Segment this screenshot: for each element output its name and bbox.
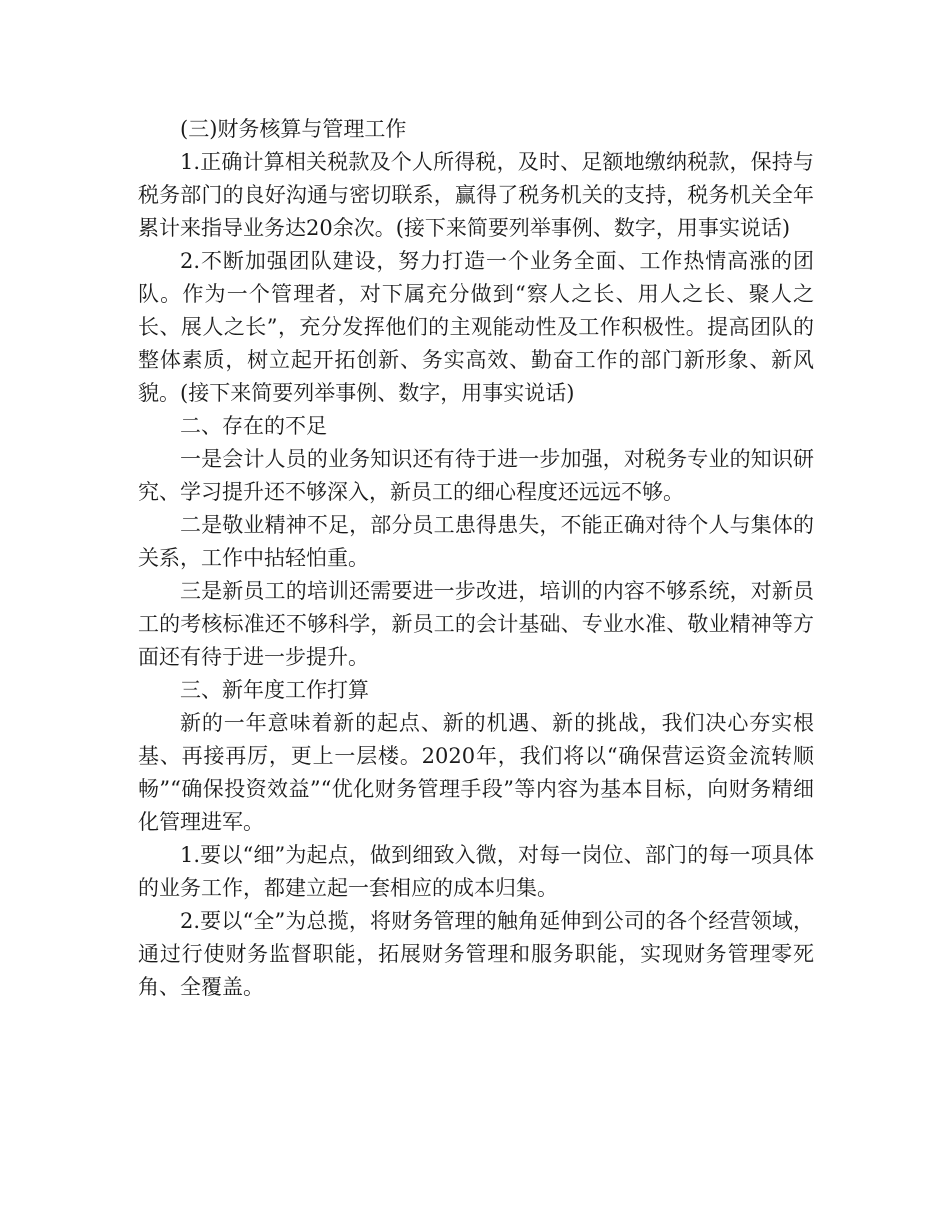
paragraph-team-building: 2.不断加强团队建设，努力打造一个业务全面、工作热情高涨的团队。作为一个管理者，对下属充分做到“察人之长、用人之长、聚人之长、展人之长”，充分发挥他们的主观能动性及工作积极性。提高团队的整体素质，树立起开拓创新、务实高效、勤奋工作的部门新形象、新风貌。(接下来简要列举事例、数字，用事实说话) (138, 249, 814, 405)
paragraph-plan-comprehensive: 2.要以“全”为总揽，将财务管理的触角延伸到公司的各个经营领域，通过行使财务监督职能，拓展财务管理和服务职能，实现财务管理零死角、全覆盖。 (138, 909, 814, 999)
paragraph-tax-calculation: 1.正确计算相关税款及个人所得税，及时、足额地缴纳税款，保持与税务部门的良好沟通与密切联系，赢得了税务机关的支持，税务机关全年累计来指导业务达20余次。(接下来简要列举事例、数字，用事实说话) (138, 150, 814, 240)
section-heading-shortcomings: 二、存在的不足 (180, 414, 327, 438)
document-body (138, 113, 814, 1004)
paragraph-plan-detail: 1.要以“细”为起点，做到细致入微，对每一岗位、部门的每一项具体的业务工作，都建立起一套相应的成本归集。 (138, 843, 814, 900)
paragraph-shortcoming-3: 三是新员工的培训还需要进一步改进，培训的内容不够系统，对新员工的考核标准还不够科学，新员工的会计基础、专业水准、敬业精神等方面还有待于进一步提升。 (138, 579, 814, 669)
paragraph-shortcoming-1: 一是会计人员的业务知识还有待于进一步加强，对税务专业的知识研究、学习提升还不够深入，新员工的细心程度还远远不够。 (138, 447, 814, 504)
section-heading-financial-accounting: (三)财务核算与管理工作 (180, 117, 407, 141)
section-heading-new-year-plan: 三、新年度工作打算 (180, 678, 369, 702)
paragraph-shortcoming-2: 二是敬业精神不足，部分员工患得患失，不能正确对待个人与集体的关系，工作中拈轻怕重。 (138, 513, 814, 570)
paragraph-new-year-intro: 新的一年意味着新的起点、新的机遇、新的挑战，我们决心夯实根基、再接再厉，更上一层楼。2020年，我们将以“确保营运资金流转顺畅”“确保投资效益”“优化财务管理手段”等内容为基本目标，向财务精细化管理进军。 (138, 711, 814, 834)
